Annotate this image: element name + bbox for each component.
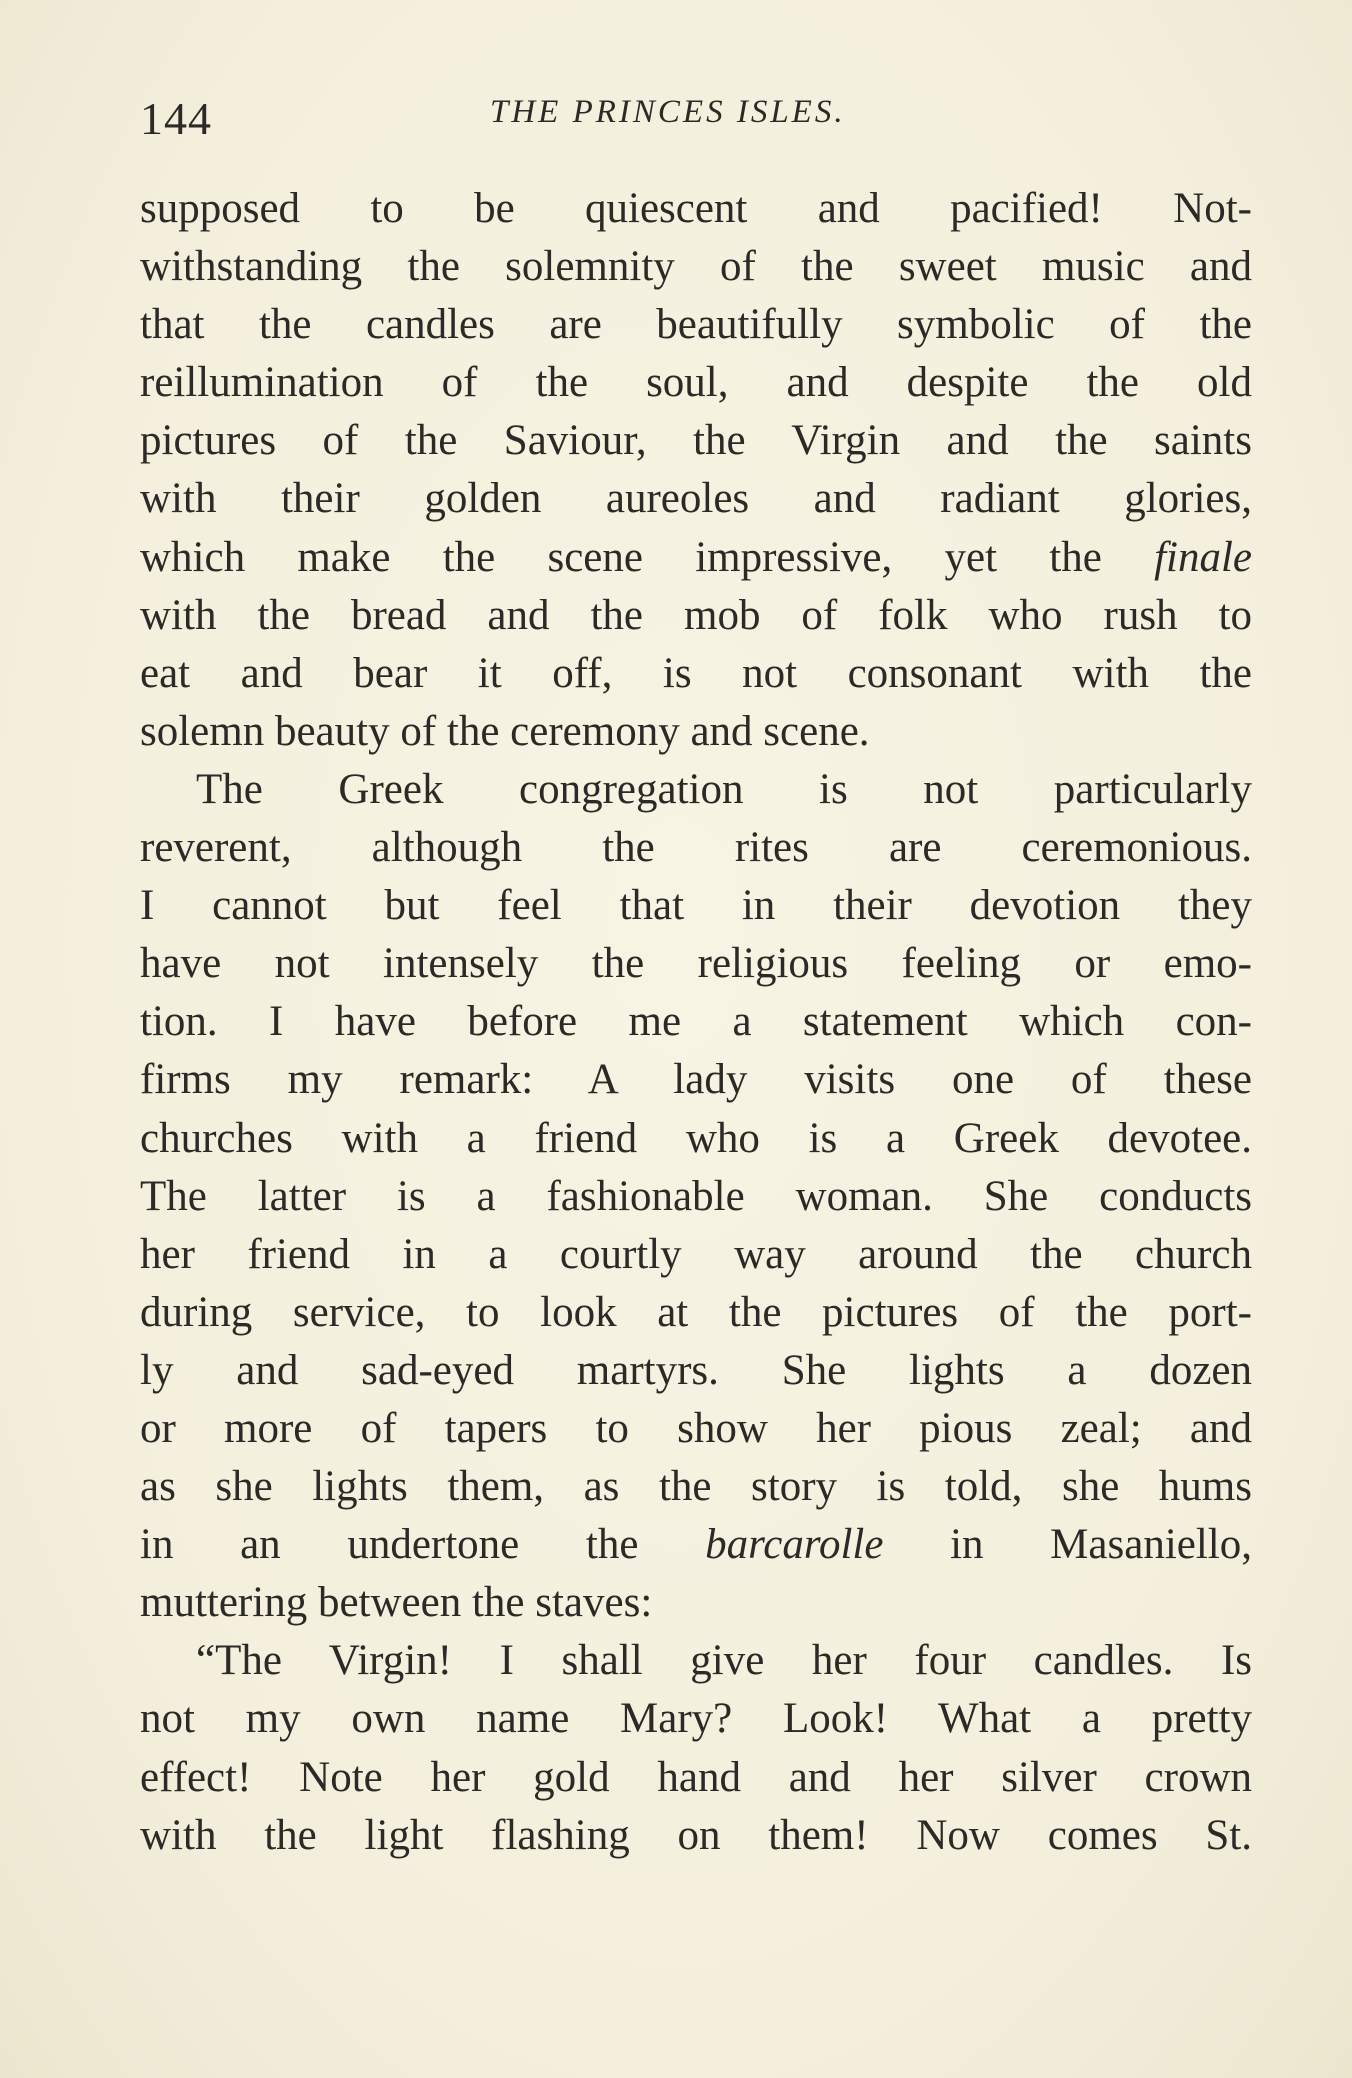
text-line: her friend in a courtly way around the church	[140, 1230, 1252, 1278]
text-line: The Greek congregation is not particularly	[196, 765, 1252, 813]
text-line	[140, 529, 1252, 587]
text-line: effect! Note her gold hand and her silver crown	[140, 1753, 1252, 1801]
text-line: churches with a friend who is a Greek devotee.	[140, 1114, 1252, 1162]
text-line: during service, to look at the pictures of the port-	[140, 1288, 1252, 1336]
text-segment: which make the scene impressive, yet the	[140, 533, 1155, 581]
page-number: 144	[140, 93, 212, 144]
text-line: not my own name Mary? Look! What a pretty	[140, 1695, 1252, 1743]
text-line: or more of tapers to show her pious zeal; and	[140, 1404, 1252, 1452]
italic-word: barcarolle	[705, 1521, 884, 1569]
text-line: with their golden aureoles and radiant glories,	[140, 475, 1252, 523]
text-segment: in an undertone the	[140, 1521, 706, 1569]
text-line: muttering between the staves:	[140, 1579, 653, 1627]
text-line: ly and sad-eyed martyrs. She lights a dozen	[140, 1346, 1252, 1394]
text-line: with the bread and the mob of folk who rush to	[140, 591, 1252, 639]
text-line: The latter is a fashionable woman. She conducts	[140, 1172, 1252, 1220]
text-segment: in Masaniello,	[883, 1521, 1252, 1569]
text-line: as she lights them, as the story is told, she hums	[140, 1463, 1252, 1511]
running-title: THE PRINCES ISLES.	[490, 94, 846, 130]
text-line: supposed to be quiescent and pacified! Not-	[140, 185, 1252, 232]
body-text	[140, 180, 1252, 1865]
text-line: solemn beauty of the ceremony and scene.	[140, 707, 870, 755]
italic-word: finale	[1154, 533, 1252, 581]
text-line: eat and bear it off, is not consonant with the	[140, 649, 1252, 697]
text-line	[140, 1516, 1252, 1574]
text-line: reillumination of the soul, and despite the old	[140, 359, 1252, 407]
page-header	[140, 82, 1255, 152]
text-line: I cannot but feel that in their devotion they	[140, 882, 1252, 930]
text-line: reverent, although the rites are ceremonious.	[140, 824, 1252, 872]
text-line: firms my remark: A lady visits one of these	[140, 1056, 1252, 1104]
text-line: that the candles are beautifully symbolic of the	[140, 301, 1252, 349]
text-line: with the light flashing on them! Now comes St.	[140, 1811, 1252, 1859]
text-line: pictures of the Saviour, the Virgin and the saints	[140, 417, 1252, 465]
text-line: withstanding the solemnity of the sweet music and	[140, 243, 1252, 291]
text-line: have not intensely the religious feeling or emo-	[140, 940, 1252, 988]
text-line: tion. I have before me a statement which con-	[140, 998, 1252, 1046]
text-line: “The Virgin! I shall give her four candles. Is	[196, 1637, 1252, 1685]
